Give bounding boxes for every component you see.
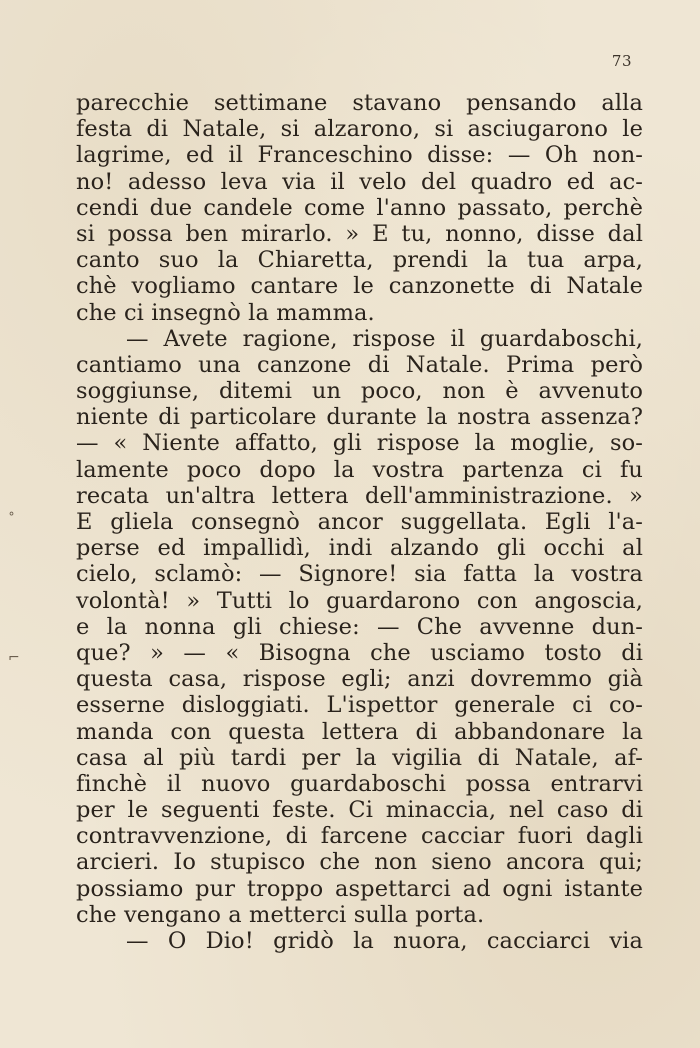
- text-line: canto suo la Chiaretta, prendi la tua arpa,: [76, 247, 643, 274]
- text-line: chè vogliamo cantare le canzonette di Natale: [76, 273, 643, 300]
- text-line: esserne disloggiati. L'ispettor generale ci co-: [76, 692, 643, 719]
- text-line: manda con questa lettera di abbandonare la: [76, 718, 643, 745]
- text-line: lamente poco dopo la vostra partenza ci fu: [76, 456, 643, 483]
- text-line: no! adesso leva via il velo del quadro ed ac-: [76, 168, 643, 195]
- text-line: che ci insegnò la mamma.: [76, 299, 375, 326]
- text-line: perse ed impallidì, indi alzando gli occhi al: [76, 535, 643, 562]
- text-line: casa al più tardi per la vigilia di Natale, af-: [76, 744, 643, 771]
- text-line: e la nonna gli chiese: — Che avvenne dun-: [76, 613, 643, 640]
- page-number: 73: [611, 52, 632, 70]
- text-line: lagrime, ed il Franceschino disse: — Oh non-: [76, 142, 643, 169]
- text-line: per le seguenti feste. Ci minaccia, nel caso di: [76, 797, 643, 824]
- margin-mark: ⌐: [8, 650, 20, 666]
- text-line: recata un'altra lettera dell'amministrazione. »: [76, 482, 643, 509]
- text-line: che vengano a metterci sulla porta.: [76, 901, 485, 928]
- text-line: questa casa, rispose egli; anzi dovremmo già: [76, 666, 643, 693]
- text-line: cendi due candele come l'anno passato, perchè: [76, 194, 643, 221]
- text-line: soggiunse, ditemi un poco, non è avvenuto: [76, 378, 643, 405]
- text-line: arcieri. Io stupisco che non sieno ancora qui;: [76, 849, 643, 876]
- text-line: festa di Natale, si alzarono, si asciugarono le: [76, 116, 643, 143]
- text-line: cantiamo una canzone di Natale. Prima però: [76, 351, 643, 378]
- text-line: possiamo pur troppo aspettarci ad ogni istante: [76, 875, 643, 902]
- text-line: niente di particolare durante la nostra assenza?: [76, 404, 643, 431]
- text-line: — Avete ragione, rispose il guardaboschi,: [126, 325, 643, 352]
- text-line: si possa ben mirarlo. » E tu, nonno, disse dal: [76, 220, 643, 247]
- body-text: [76, 90, 643, 954]
- text-line: finchè il nuovo guardaboschi possa entrarvi: [76, 770, 643, 797]
- text-line: parecchie settimane stavano pensando alla: [76, 90, 643, 116]
- text-line: — « Niente affatto, gli rispose la moglie, so-: [76, 430, 643, 457]
- text-line: contravvenzione, di farcene cacciar fuori dagli: [76, 823, 643, 850]
- text-line: cielo, sclamò: — Signore! sia fatta la vostra: [76, 561, 643, 588]
- text-line: que? » — « Bisogna che usciamo tosto di: [76, 639, 643, 666]
- text-line: E gliela consegnò ancor suggellata. Egli l'a-: [76, 509, 643, 535]
- text-line: volontà! » Tutti lo guardarono con angoscia,: [76, 587, 643, 614]
- margin-mark: ˚: [8, 512, 15, 528]
- text-line: — O Dio! gridò la nuora, cacciarci via: [126, 928, 643, 954]
